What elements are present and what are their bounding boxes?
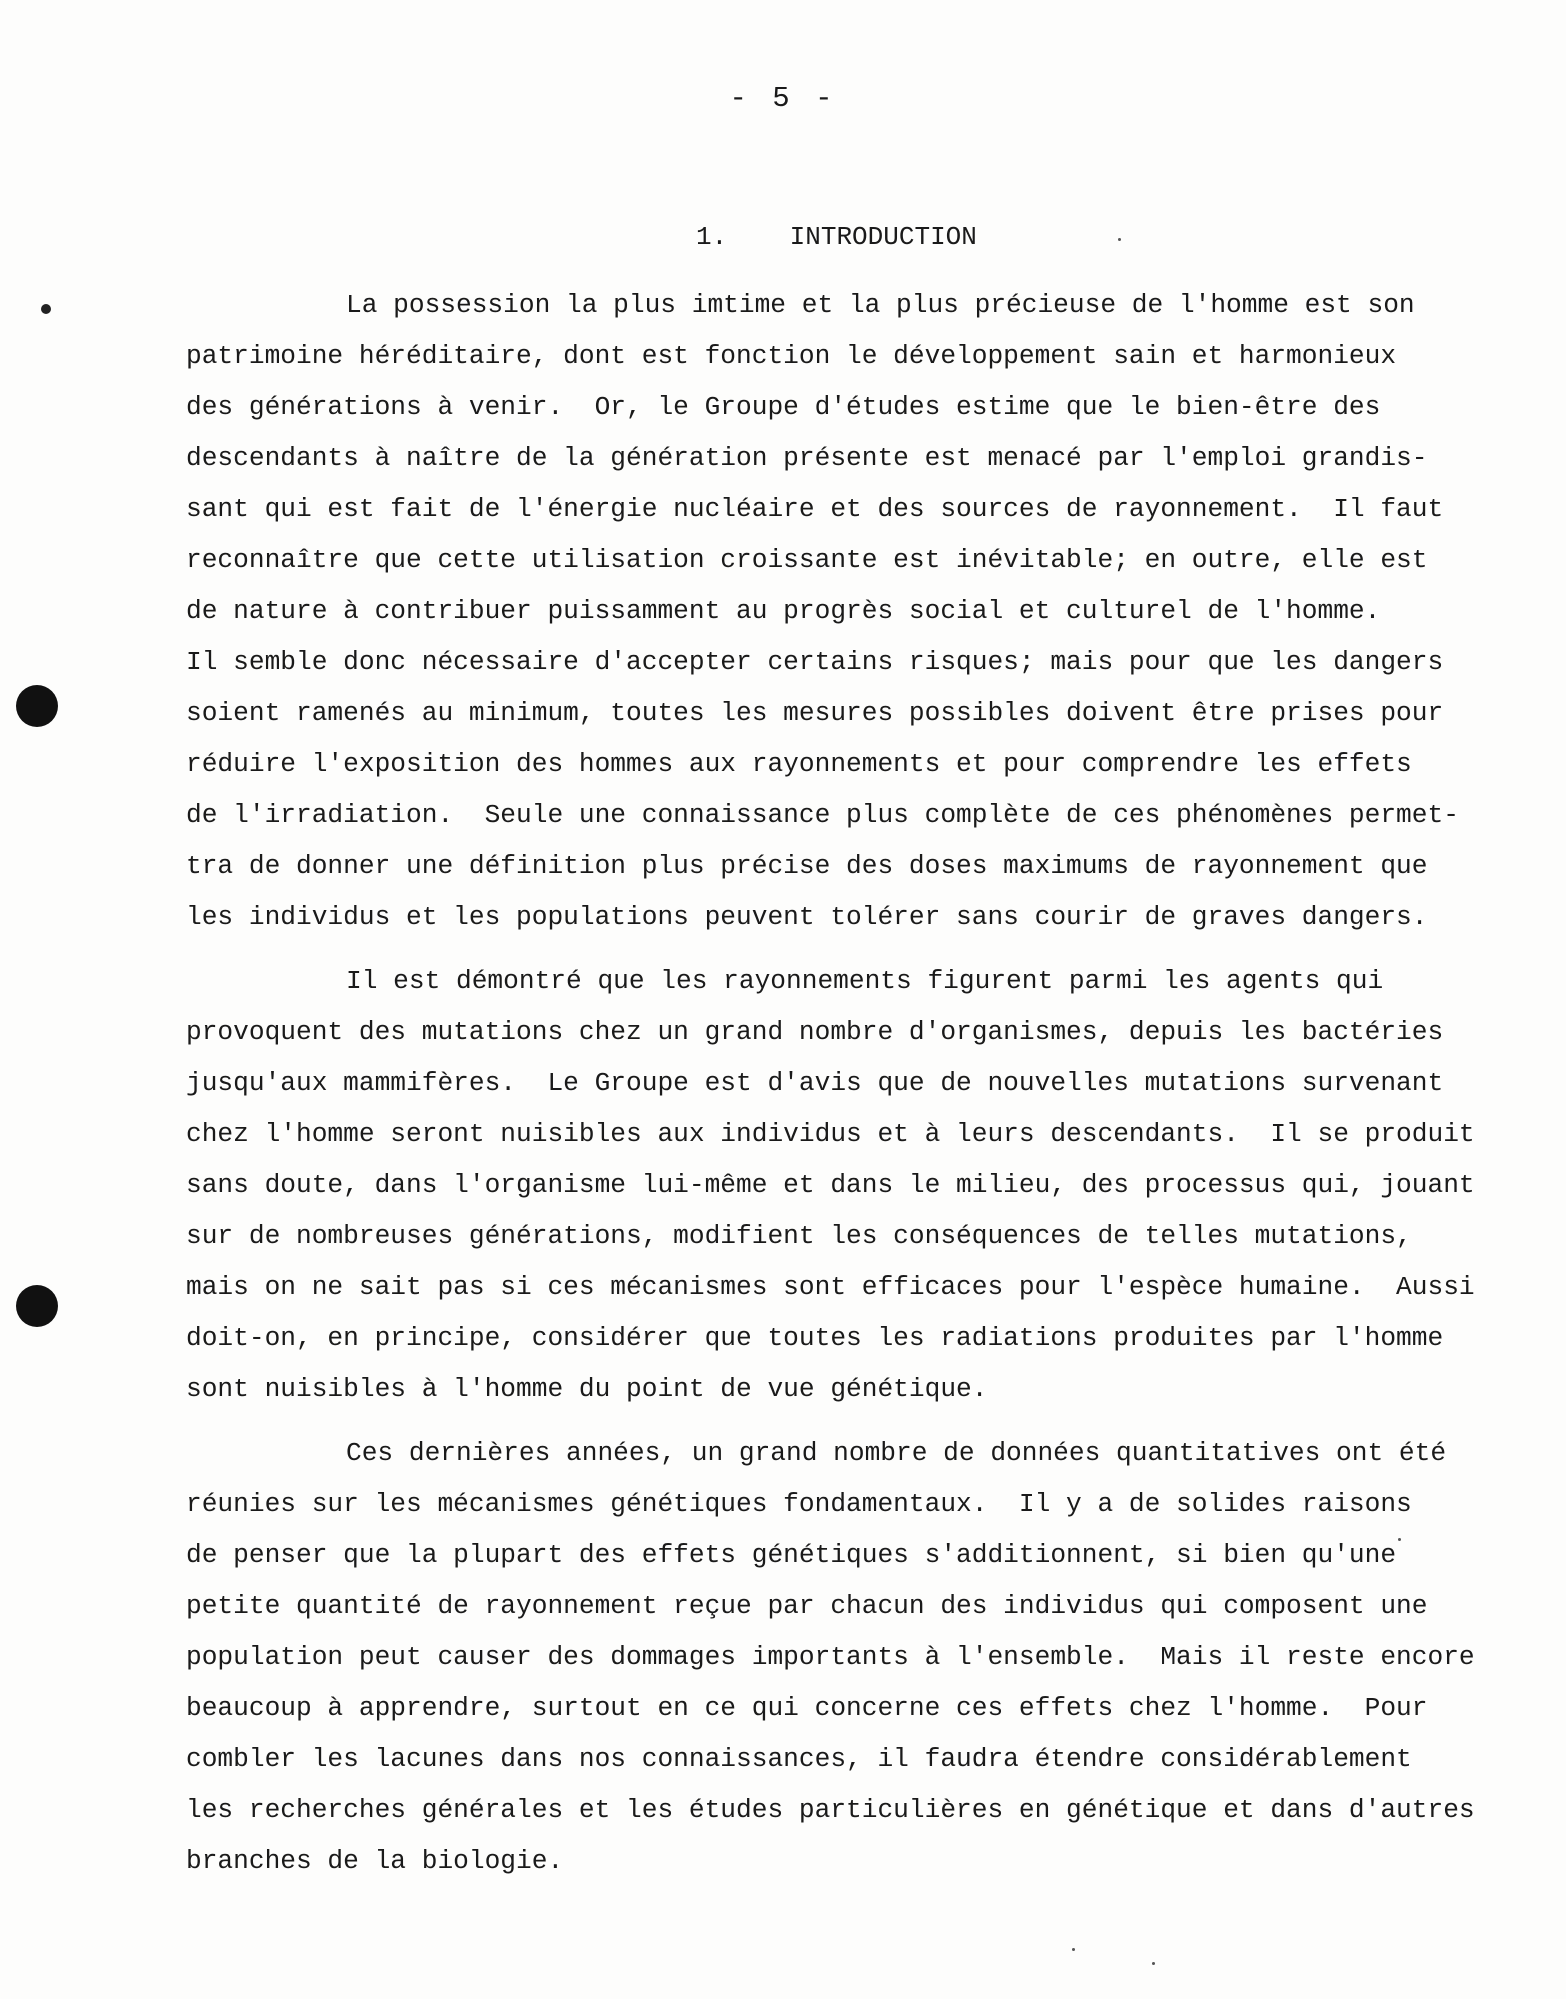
text-line: réduire l'exposition des hommes aux rayonnements et pour comprendre les effets	[186, 749, 1412, 779]
text-line: provoquent des mutations chez un grand nombre d'organismes, depuis les bactéries	[186, 1017, 1444, 1047]
text-line: Ces dernières années, un grand nombre de données quantitatives ont été	[346, 1438, 1447, 1468]
paragraph-2	[186, 956, 1506, 1415]
text-line: sant qui est fait de l'énergie nucléaire et des sources de rayonnement. Il faut	[186, 494, 1444, 524]
text-line: sans doute, dans l'organisme lui-même et dans le milieu, des processus qui, jouant	[186, 1170, 1475, 1200]
text-line: sont nuisibles à l'homme du point de vue génétique.	[186, 1374, 988, 1404]
text-line: descendants à naître de la génération présente est menacé par l'emploi grandis-	[186, 443, 1428, 473]
paper-speck	[1072, 1948, 1075, 1951]
section-number: 1.	[696, 222, 728, 252]
text-line: réunies sur les mécanismes génétiques fondamentaux. Il y a de solides raisons	[186, 1489, 1412, 1519]
text-line: reconnaître que cette utilisation croissante est inévitable; en outre, elle est	[186, 545, 1428, 575]
section-title: INTRODUCTION	[789, 222, 977, 252]
punch-hole	[16, 685, 58, 727]
text-line: Il semble donc nécessaire d'accepter certains risques; mais pour que les dangers	[186, 647, 1444, 677]
text-line: soient ramenés au minimum, toutes les mesures possibles doivent être prises pour	[186, 698, 1444, 728]
text-line: chez l'homme seront nuisibles aux individus et à leurs descendants. Il se produit	[186, 1119, 1475, 1149]
text-line: de penser que la plupart des effets génétiques s'additionnent, si bien qu'une	[186, 1540, 1397, 1570]
paper-speck	[1398, 1538, 1401, 1541]
text-line: les recherches générales et les études particulières en génétique et dans d'autres	[186, 1795, 1475, 1825]
section-heading	[696, 222, 977, 252]
text-line: sur de nombreuses générations, modifient les conséquences de telles mutations,	[186, 1221, 1412, 1251]
text-line: des générations à venir. Or, le Groupe d'études estime que le bien-être des	[186, 392, 1381, 422]
text-line: population peut causer des dommages importants à l'ensemble. Mais il reste encore	[186, 1642, 1475, 1672]
text-line: Il est démontré que les rayonnements figurent parmi les agents qui	[346, 966, 1384, 996]
text-line: petite quantité de rayonnement reçue par chacun des individus qui composent une	[186, 1591, 1428, 1621]
paper-speck	[1118, 238, 1121, 241]
text-line: patrimoine héréditaire, dont est fonction le développement sain et harmonieux	[186, 341, 1397, 371]
text-line: doit-on, en principe, considérer que toutes les radiations produites par l'homme	[186, 1323, 1444, 1353]
text-line: tra de donner une définition plus précise des doses maximums de rayonnement que	[186, 851, 1428, 881]
text-line: de nature à contribuer puissamment au progrès social et culturel de l'homme.	[186, 596, 1381, 626]
text-line: mais on ne sait pas si ces mécanismes sont efficaces pour l'espèce humaine. Aussi	[186, 1272, 1475, 1302]
paragraph-1	[186, 280, 1506, 943]
paper-speck	[1152, 1962, 1155, 1965]
punch-hole	[16, 1285, 58, 1327]
text-line: combler les lacunes dans nos connaissances, il faudra étendre considérablement	[186, 1744, 1412, 1774]
text-line: beaucoup à apprendre, surtout en ce qui concerne ces effets chez l'homme. Pour	[186, 1693, 1428, 1723]
paragraph-3	[186, 1428, 1506, 1887]
text-line: La possession la plus imtime et la plus précieuse de l'homme est son	[346, 290, 1415, 320]
text-line: jusqu'aux mammifères. Le Groupe est d'avis que de nouvelles mutations survenant	[186, 1068, 1444, 1098]
text-line: branches de la biologie.	[186, 1846, 564, 1876]
text-line: les individus et les populations peuvent tolérer sans courir de graves dangers.	[186, 902, 1428, 932]
page-number: - 5 -	[729, 82, 837, 115]
text-line: de l'irradiation. Seule une connaissance plus complète de ces phénomènes permet-	[186, 800, 1459, 830]
margin-dot	[41, 304, 51, 314]
